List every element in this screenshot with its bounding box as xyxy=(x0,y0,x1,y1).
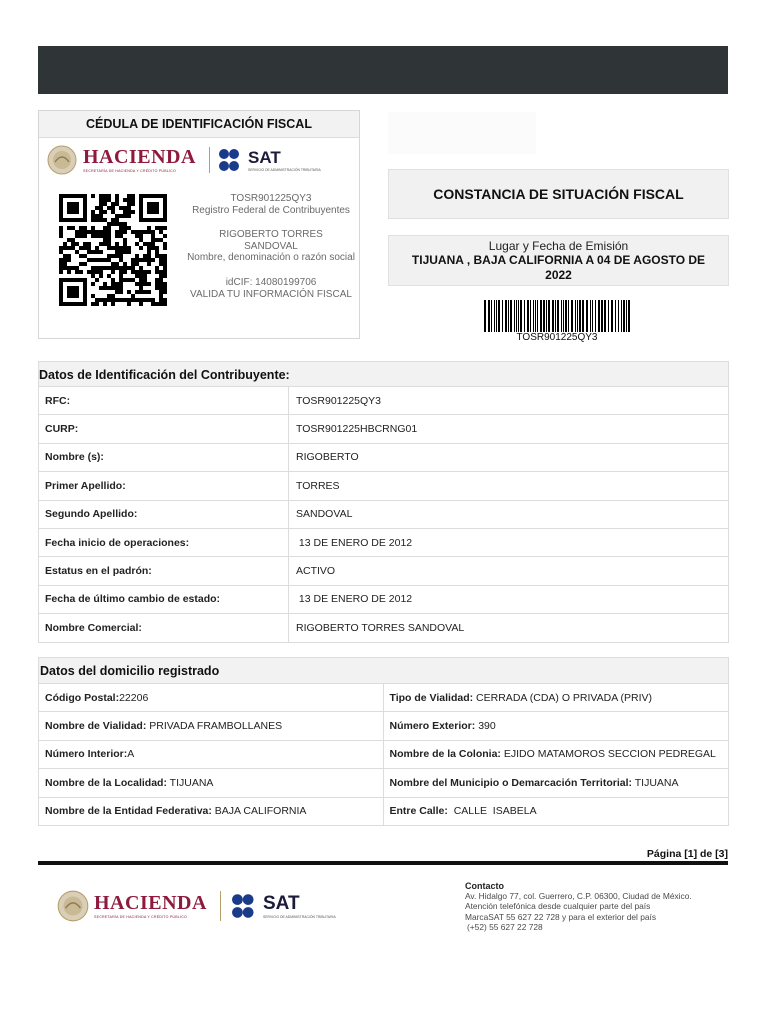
field-label: Nombre de la Colonia: xyxy=(389,748,501,761)
address-cell xyxy=(39,798,384,825)
sat-logo-subtitle: SERVICIO DE ADMINISTRACIÓN TRIBUTARIA xyxy=(248,167,321,172)
field-value: 22206 xyxy=(119,691,149,704)
logo-divider xyxy=(209,147,210,173)
field-label: Estatus en el padrón: xyxy=(39,557,289,584)
footer-hacienda-logo-subtitle: SECRETARÍA DE HACIENDA Y CRÉDITO PÚBLICO xyxy=(94,915,188,919)
table-row xyxy=(38,586,729,614)
footer-sat-logo-subtitle: SERVICIO DE ADMINISTRACIÓN TRIBUTARIA xyxy=(263,914,336,919)
footer-sat-logo-text: SAT xyxy=(263,892,300,914)
field-value: TOSR901225QY3 xyxy=(296,394,382,407)
escudo-nacional-icon xyxy=(55,888,91,924)
address-cell xyxy=(39,712,384,739)
cedula-info xyxy=(187,193,355,300)
barcode xyxy=(483,300,631,332)
contact-intl-phone: (+52) 55 627 22 728 xyxy=(467,921,543,932)
field-label: Nombre Comercial: xyxy=(39,614,289,641)
field-label: CURP: xyxy=(39,415,289,442)
field-value: TIJUANA xyxy=(632,776,679,789)
contact-address: Av. Hidalgo 77, col. Guerrero, C.P. 06300, Ciudad de México. xyxy=(465,891,692,902)
datos-domicilio-table xyxy=(38,657,729,826)
contact-phone-note: Atención telefónica desde cualquier parte del país xyxy=(465,901,651,912)
cedula-rfc-label: Registro Federal de Contribuyentes xyxy=(192,204,350,216)
field-value: PRIVADA FRAMBOLLANES xyxy=(146,720,283,733)
field-label: Nombre de la Entidad Federativa: xyxy=(45,805,212,818)
address-cell xyxy=(39,684,384,711)
footer-logo-divider xyxy=(220,891,221,921)
address-cell xyxy=(384,741,729,768)
address-cell xyxy=(384,798,729,825)
field-label: Fecha inicio de operaciones: xyxy=(39,529,289,556)
field-value: RIGOBERTO TORRES SANDOVAL xyxy=(296,621,465,634)
field-value: TORRES xyxy=(296,479,340,492)
table-row xyxy=(38,684,729,712)
field-label: Nombre (s): xyxy=(39,444,289,471)
field-label: RFC: xyxy=(39,387,289,414)
field-value: SANDOVAL xyxy=(296,508,353,521)
field-label: Nombre del Municipio o Demarcación Territorial: xyxy=(389,776,633,789)
field-value: TIJUANA xyxy=(166,776,214,789)
address-cell xyxy=(384,769,729,796)
field-label: Primer Apellido: xyxy=(39,472,289,499)
field-label: Nombre de la Localidad: xyxy=(45,776,167,789)
field-label: Código Postal: xyxy=(45,691,120,704)
qr-code xyxy=(59,194,167,306)
table-row xyxy=(38,769,729,797)
table-row xyxy=(38,415,729,443)
address-cell xyxy=(384,712,729,739)
table-row xyxy=(38,614,729,642)
field-value: 390 xyxy=(475,720,496,733)
cedula-rfc: TOSR901225QY3 xyxy=(230,193,312,204)
footer-rule xyxy=(38,861,728,865)
field-value: ACTIVO xyxy=(296,565,336,578)
cedula-header: CÉDULA DE IDENTIFICACIÓN FISCAL xyxy=(39,111,359,138)
datos-domicilio-heading: Datos del domicilio registrado xyxy=(38,657,729,684)
contact-block xyxy=(465,881,735,932)
address-cell xyxy=(39,741,384,768)
field-label: Fecha de último cambio de estado: xyxy=(39,586,289,613)
valida-informacion-link[interactable]: VALIDA TU INFORMACIÓN FISCAL xyxy=(190,288,352,300)
table-row xyxy=(38,444,729,472)
table-row xyxy=(38,387,729,415)
address-cell xyxy=(39,769,384,796)
table-row xyxy=(38,501,729,529)
cedula-logos xyxy=(45,143,355,177)
emision-value-line2: 2022 xyxy=(545,268,572,282)
emision-value-line1: TIJUANA , BAJA CALIFORNIA A 04 DE AGOSTO DE xyxy=(411,253,706,267)
cedula-name-label: Nombre, denominación o razón social xyxy=(187,252,355,264)
field-value: BAJA CALIFORNIA xyxy=(211,805,307,818)
address-cell xyxy=(384,684,729,711)
cedula-name-line2: SANDOVAL xyxy=(244,240,298,252)
hacienda-logo-text: HACIENDA xyxy=(83,146,196,168)
table-row xyxy=(38,741,729,769)
datos-contribuyente-table xyxy=(38,361,729,643)
datos-contribuyente-heading: Datos de Identificación del Contribuyente: xyxy=(38,361,729,387)
document-title: CONSTANCIA DE SITUACIÓN FISCAL xyxy=(388,169,729,219)
field-value: TOSR901225HBCRNG01 xyxy=(296,423,418,436)
cedula-name-line1: RIGOBERTO TORRES xyxy=(219,229,323,241)
field-label: Segundo Apellido: xyxy=(39,501,289,528)
footer-logos xyxy=(55,886,355,926)
table-row xyxy=(38,472,729,500)
escudo-nacional-icon xyxy=(45,144,79,176)
sat-logo-icon xyxy=(231,892,261,920)
field-label: Tipo de Vialidad: xyxy=(389,691,474,704)
field-label: Número Exterior: xyxy=(389,720,476,733)
table-row xyxy=(38,557,729,585)
field-label: Entre Calle: xyxy=(389,805,448,818)
field-label: Número Interior: xyxy=(45,748,128,761)
table-row xyxy=(38,529,729,557)
barcode-text: TOSR901225QY3 xyxy=(516,332,598,343)
footer-hacienda-logo-text: HACIENDA xyxy=(94,892,207,914)
field-value: CERRADA (CDA) O PRIVADA (PRIV) xyxy=(473,691,653,704)
field-value: CALLE ISABELA xyxy=(447,805,537,818)
page-indicator: Página [1] de [3] xyxy=(646,848,728,860)
emision-label: Lugar y Fecha de Emisión xyxy=(488,239,629,253)
blank-area xyxy=(388,112,536,154)
cedula-identificacion-fiscal xyxy=(38,110,360,339)
hacienda-logo-subtitle: SECRETARÍA DE HACIENDA Y CRÉDITO PÚBLICO xyxy=(83,169,177,173)
field-value: RIGOBERTO xyxy=(296,451,359,464)
field-value: EJIDO MATAMOROS SECCION PEDREGAL xyxy=(500,748,716,761)
sat-logo-icon xyxy=(218,148,246,172)
field-value: 13 DE ENERO DE 2012 xyxy=(296,593,413,606)
lugar-fecha-emision xyxy=(388,235,729,286)
field-value: 13 DE ENERO DE 2012 xyxy=(296,536,413,549)
top-banner xyxy=(38,46,728,94)
cedula-idcif: idCIF: 14080199706 xyxy=(225,276,317,288)
sat-logo-text: SAT xyxy=(248,147,281,167)
contact-title: Contacto xyxy=(465,881,504,891)
table-row xyxy=(38,798,729,826)
field-value: A xyxy=(127,748,135,761)
table-row xyxy=(38,712,729,740)
contact-marcasat: MarcaSAT 55 627 22 728 y para el exterior del país xyxy=(465,911,657,922)
field-label: Nombre de Vialidad: xyxy=(45,720,147,733)
